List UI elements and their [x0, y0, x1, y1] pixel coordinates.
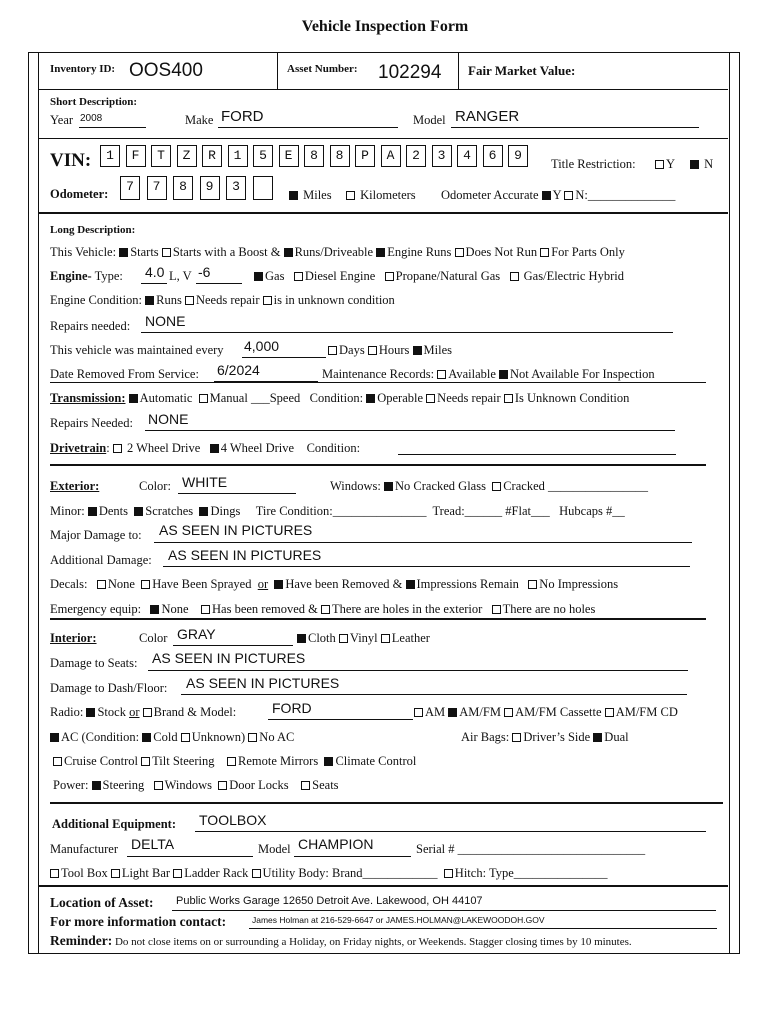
- engine-liters[interactable]: 4.0: [145, 264, 165, 280]
- lv-label: L, V: [169, 269, 192, 283]
- vin-char-box[interactable]: Z: [177, 145, 197, 167]
- vin-char-box[interactable]: 8: [330, 145, 350, 167]
- repairs-needed-value[interactable]: NONE: [145, 313, 186, 329]
- vehicle-status-row: This Vehicle: Starts Starts with a Boost & Runs/Driveable Engine Runs Does Not Run For Parts Only: [50, 245, 625, 259]
- vin-char-box[interactable]: 6: [483, 145, 503, 167]
- equip-model-label: Model: [258, 842, 291, 856]
- checkbox-icon[interactable]: [141, 757, 150, 766]
- checkbox-checked-icon[interactable]: [199, 507, 208, 516]
- checkbox-checked-icon[interactable]: [210, 444, 219, 453]
- vin-char-box[interactable]: 4: [457, 145, 477, 167]
- checkbox-icon[interactable]: [50, 869, 59, 878]
- features-row: Cruise Control Tilt Steering Remote Mirrors Climate Control: [53, 754, 416, 769]
- dash-damage-label: Damage to Dash/Floor:: [50, 681, 168, 695]
- checkbox-checked-icon[interactable]: [448, 708, 457, 717]
- vin-char-box[interactable]: 3: [432, 145, 452, 167]
- maintained-label: This vehicle was maintained every: [50, 343, 224, 357]
- equip-model-value[interactable]: CHAMPION: [298, 836, 374, 852]
- checkbox-checked-icon[interactable]: [406, 580, 415, 589]
- checkbox-checked-icon[interactable]: [134, 507, 143, 516]
- checkbox-checked-icon[interactable]: [284, 248, 293, 257]
- vin-char-box[interactable]: A: [381, 145, 401, 167]
- checkbox-checked-icon[interactable]: [50, 733, 59, 742]
- upholstery-options: Cloth Vinyl Leather: [297, 631, 430, 646]
- title-restriction-n[interactable]: N: [690, 157, 713, 172]
- engine-cylinders[interactable]: -6: [198, 264, 211, 280]
- fmv-label: Fair Market Value:: [468, 63, 576, 78]
- checkbox-icon[interactable]: [564, 191, 573, 200]
- checkbox-icon[interactable]: [444, 869, 453, 878]
- checkbox-icon[interactable]: [141, 580, 150, 589]
- seats-damage-value[interactable]: AS SEEN IN PICTURES: [152, 650, 306, 666]
- exterior-label: Exterior:: [50, 479, 100, 493]
- inventory-value[interactable]: OOS400: [129, 60, 203, 81]
- checkbox-icon[interactable]: [492, 605, 501, 614]
- checkbox-icon[interactable]: [154, 781, 163, 790]
- emergency-row: Emergency equip: None Has been removed & There are holes in the exterior There are no holes: [50, 602, 596, 616]
- interior-divider: [50, 618, 706, 620]
- major-damage-label: Major Damage to:: [50, 528, 142, 542]
- vin-char-box[interactable]: R: [202, 145, 222, 167]
- checkbox-icon[interactable]: [321, 605, 330, 614]
- odometer-digit-box[interactable]: 7: [147, 176, 167, 200]
- checkbox-checked-icon[interactable]: [366, 394, 375, 403]
- equipment-label: Additional Equipment:: [52, 817, 176, 831]
- form-title: Vehicle Inspection Form: [301, 18, 469, 35]
- additional-damage-value[interactable]: AS SEEN IN PICTURES: [168, 547, 322, 563]
- odometer-digit-box[interactable]: 3: [226, 176, 246, 200]
- checkbox-checked-icon[interactable]: [142, 733, 151, 742]
- checkbox-checked-icon[interactable]: [297, 634, 306, 643]
- checkbox-checked-icon[interactable]: [254, 272, 263, 281]
- short-divider: [38, 138, 728, 139]
- manufacturer-label: Manufacturer: [50, 842, 119, 856]
- checkbox-icon[interactable]: [346, 191, 355, 200]
- year-label: Year: [50, 113, 74, 127]
- ac-row: AC (Condition: Cold Unknown) No AC: [50, 730, 294, 745]
- checkbox-icon[interactable]: [385, 272, 394, 281]
- engine-condition-row: Engine Condition: Runs Needs repair is in unknown condition: [50, 293, 395, 307]
- vin-char-box[interactable]: 8: [304, 145, 324, 167]
- footer-divider: [38, 885, 728, 887]
- checkbox-icon[interactable]: [455, 248, 464, 257]
- vin-char-box[interactable]: 2: [406, 145, 426, 167]
- checkbox-icon[interactable]: [301, 781, 310, 790]
- drivetrain-row: Drivetrain: 2 Wheel Drive 4 Wheel Drive Condition:: [50, 441, 361, 455]
- checkbox-icon[interactable]: [294, 272, 303, 281]
- checkbox-icon[interactable]: [605, 708, 614, 717]
- contact-label: For more information contact:: [50, 914, 227, 929]
- checkbox-checked-icon[interactable]: [145, 296, 154, 305]
- location-label: Location of Asset:: [50, 895, 154, 910]
- checkbox-checked-icon[interactable]: [499, 370, 508, 379]
- checkbox-checked-icon[interactable]: [129, 394, 138, 403]
- checkbox-icon[interactable]: [252, 869, 261, 878]
- checkbox-icon[interactable]: [185, 296, 194, 305]
- interval-units: Days Hours Miles: [328, 343, 452, 358]
- ext-color-value[interactable]: WHITE: [182, 474, 228, 490]
- checkbox-icon[interactable]: [201, 605, 210, 614]
- fuel-options: Gas Diesel Engine Propane/Natural Gas Gas/Electric Hybrid: [254, 269, 624, 284]
- asset-value[interactable]: 102294: [378, 62, 442, 83]
- km-option[interactable]: Kilometers: [346, 188, 416, 203]
- windows-row: Windows: No Cracked Glass Cracked ________________: [330, 479, 648, 493]
- checkbox-icon[interactable]: [504, 394, 513, 403]
- checkbox-icon[interactable]: [381, 634, 390, 643]
- minor-damage-row: Minor: Dents Scratches Dings Tire Condition:_______________ Tread:______ #Flat___ Hubcaps #__: [50, 504, 625, 518]
- checkbox-icon[interactable]: [162, 248, 171, 257]
- odometer-digit-box[interactable]: 8: [173, 176, 193, 200]
- year-value[interactable]: 2008: [80, 113, 103, 124]
- checkbox-icon[interactable]: [655, 160, 664, 169]
- additional-damage-label: Additional Damage:: [50, 553, 152, 567]
- vin-char-box[interactable]: 1: [228, 145, 248, 167]
- maintenance-records: Maintenance Records: Available Not Available For Inspection: [322, 367, 655, 381]
- header-divider-v1: [277, 53, 278, 89]
- reminder-row: Reminder: Do not close items on or surrounding a Holiday, on Friday nights, or Weekends. Stagger closing times by 10 minutes.: [50, 933, 632, 948]
- vin-divider: [38, 212, 728, 214]
- checkbox-checked-icon[interactable]: [690, 160, 699, 169]
- inventory-label: Inventory ID:: [50, 63, 116, 75]
- checkbox-icon[interactable]: [97, 580, 106, 589]
- checkbox-icon[interactable]: [339, 634, 348, 643]
- odometer-label: Odometer:: [50, 187, 109, 201]
- checkbox-checked-icon[interactable]: [119, 248, 128, 257]
- equipment-value[interactable]: TOOLBOX: [199, 812, 267, 828]
- checkbox-icon[interactable]: [248, 733, 257, 742]
- dash-damage-value[interactable]: AS SEEN IN PICTURES: [186, 675, 340, 691]
- make-label: Make: [185, 113, 214, 127]
- checkbox-icon[interactable]: [53, 757, 62, 766]
- checkbox-icon[interactable]: [199, 394, 208, 403]
- power-row: Power: Steering Windows Door Locks Seats: [53, 778, 339, 792]
- odometer-digit-box[interactable]: 7: [120, 176, 140, 200]
- header-divider-v2: [458, 53, 459, 89]
- contact-value[interactable]: James Holman at 216-529-6647 or JAMES.HOLMAN@LAKEWOODOH.GOV: [252, 915, 545, 925]
- short-desc-label: Short Description:: [50, 96, 138, 108]
- checkbox-icon[interactable]: [528, 580, 537, 589]
- equipment-divider: [50, 802, 723, 804]
- ext-color-label: Color:: [139, 479, 171, 493]
- interior-label: Interior:: [50, 631, 97, 645]
- trans-repairs-value[interactable]: NONE: [148, 411, 189, 427]
- checkbox-checked-icon[interactable]: [593, 733, 602, 742]
- checkbox-icon[interactable]: [504, 708, 513, 717]
- decals-row: Decals: None Have Been Sprayed or Have been Removed & Impressions Remain No Impressions: [50, 577, 619, 591]
- checkbox-checked-icon[interactable]: [289, 191, 298, 200]
- checkbox-checked-icon[interactable]: [542, 191, 551, 200]
- location-value[interactable]: Public Works Garage 12650 Detroit Ave. Lakewood, OH 44107: [176, 895, 483, 907]
- checkbox-icon[interactable]: [111, 869, 120, 878]
- long-desc-label: Long Description:: [50, 224, 136, 236]
- checkbox-checked-icon[interactable]: [92, 781, 101, 790]
- checkbox-checked-icon[interactable]: [324, 757, 333, 766]
- model-label: Model: [413, 113, 446, 127]
- airbags-row: Air Bags: Driver’s Side Dual: [461, 730, 629, 744]
- odometer-digit-box[interactable]: [253, 176, 273, 200]
- checkbox-checked-icon[interactable]: [413, 346, 422, 355]
- checkbox-icon[interactable]: [368, 346, 377, 355]
- equipment-options: Tool Box Light Bar Ladder Rack Utility Body: Brand____________ Hitch: Type_______________: [50, 866, 608, 881]
- vin-char-box[interactable]: 9: [508, 145, 528, 167]
- checkbox-icon[interactable]: [437, 370, 446, 379]
- checkbox-icon[interactable]: [181, 733, 190, 742]
- major-damage-value[interactable]: AS SEEN IN PICTURES: [159, 522, 313, 538]
- vin-char-box[interactable]: T: [151, 145, 171, 167]
- model-value[interactable]: RANGER: [455, 108, 520, 125]
- odometer-digit-box[interactable]: 9: [200, 176, 220, 200]
- checkbox-icon[interactable]: [510, 272, 519, 281]
- exterior-divider: [50, 464, 706, 466]
- maintained-value[interactable]: 4,000: [244, 338, 280, 354]
- repairs-needed-label: Repairs needed:: [50, 319, 131, 333]
- checkbox-checked-icon[interactable]: [376, 248, 385, 257]
- serial-field[interactable]: Serial # ______________________________: [416, 842, 646, 856]
- checkbox-icon[interactable]: [512, 733, 521, 742]
- checkbox-icon[interactable]: [143, 708, 152, 717]
- checkbox-icon[interactable]: [426, 394, 435, 403]
- vin-label: VIN:: [50, 150, 92, 171]
- int-color-label: Color: [139, 631, 168, 645]
- checkbox-checked-icon[interactable]: [150, 605, 159, 614]
- radio-row: Radio: Stock or Brand & Model:: [50, 705, 237, 719]
- header-divider: [38, 89, 728, 90]
- vin-char-box[interactable]: 1: [100, 145, 120, 167]
- transmission-row: Transmission: Automatic Manual ___Speed Condition: Operable Needs repair Is Unknown Condition: [50, 391, 630, 405]
- manufacturer-value[interactable]: DELTA: [131, 836, 175, 852]
- vin-char-box[interactable]: F: [126, 145, 146, 167]
- checkbox-icon[interactable]: [263, 296, 272, 305]
- checkbox-icon[interactable]: [328, 346, 337, 355]
- trans-repairs-label: Repairs Needed:: [50, 416, 133, 430]
- vin-char-box[interactable]: 5: [253, 145, 273, 167]
- checkbox-checked-icon[interactable]: [384, 482, 393, 491]
- title-restriction-label: Title Restriction:: [551, 157, 636, 171]
- checkbox-icon[interactable]: [227, 757, 236, 766]
- checkbox-icon[interactable]: [540, 248, 549, 257]
- removed-label: Date Removed From Service:: [50, 367, 199, 381]
- checkbox-icon[interactable]: [173, 869, 182, 878]
- checkbox-checked-icon[interactable]: [88, 507, 97, 516]
- asset-label: Asset Number:: [287, 63, 358, 75]
- title-restriction-y[interactable]: Y: [655, 157, 675, 172]
- int-color-value[interactable]: GRAY: [177, 626, 216, 642]
- checkbox-checked-icon[interactable]: [86, 708, 95, 717]
- engine-type-row: Engine- Type:: [50, 269, 123, 283]
- checkbox-icon[interactable]: [492, 482, 501, 491]
- miles-option[interactable]: Miles: [289, 188, 332, 203]
- radio-type-options: AM AM/FM AM/FM Cassette AM/FM CD: [414, 705, 678, 720]
- vin-char-box[interactable]: P: [355, 145, 375, 167]
- checkbox-icon[interactable]: [414, 708, 423, 717]
- seats-damage-label: Damage to Seats:: [50, 656, 138, 670]
- odometer-accurate: Odometer Accurate Y N:______________: [441, 188, 676, 202]
- vin-char-box[interactable]: E: [279, 145, 299, 167]
- removed-value[interactable]: 6/2024: [217, 362, 260, 378]
- checkbox-checked-icon[interactable]: [274, 580, 283, 589]
- make-value[interactable]: FORD: [221, 108, 264, 125]
- checkbox-icon[interactable]: [113, 444, 122, 453]
- checkbox-icon[interactable]: [218, 781, 227, 790]
- brand-model-value[interactable]: FORD: [272, 700, 312, 716]
